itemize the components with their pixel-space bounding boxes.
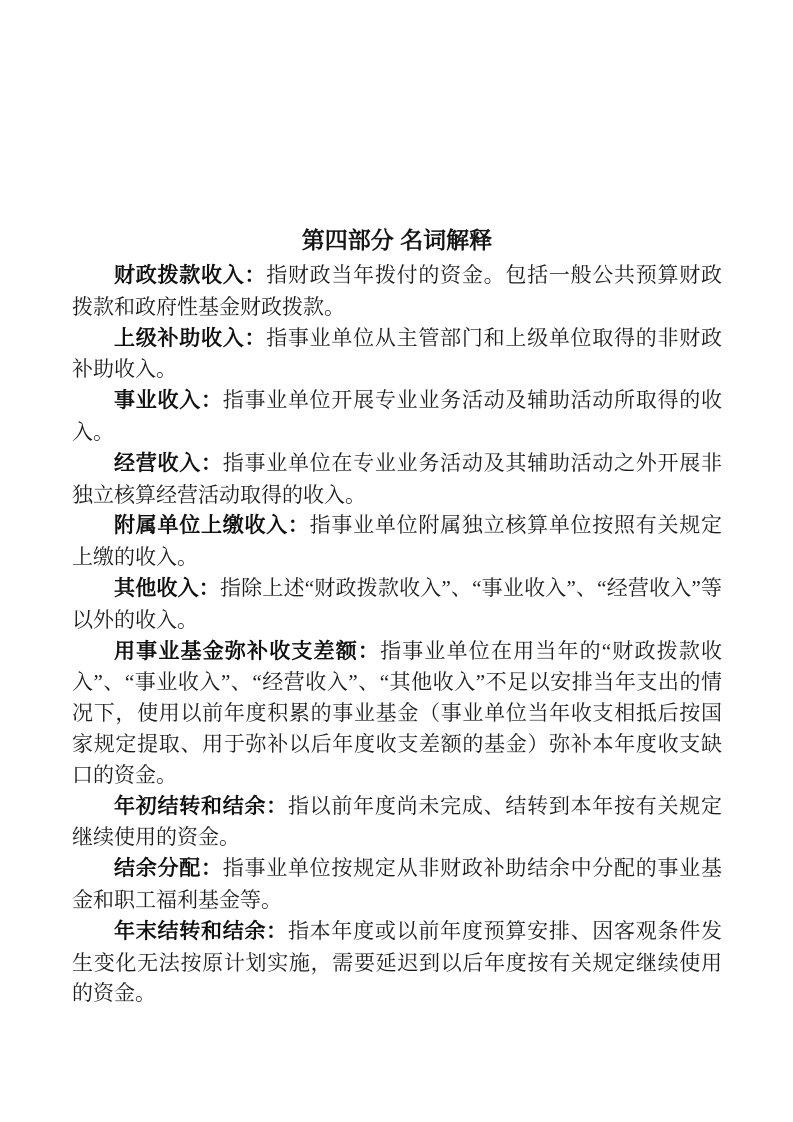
document-content bbox=[72, 224, 722, 1009]
term-definition: 指事业单位在用当年的“财政拨款收入”、“事业收入”、“经营收入”、“其他收入”不足以安排当年支出的情况下，使用以前年度积累的事业基金（事业单位当年收支相抵后按国家规定提取、用于弥补以后年度收支差额的基金）弥补本年度收支缺口的资金。 bbox=[72, 638, 722, 787]
glossary-paragraph bbox=[72, 323, 722, 386]
glossary-paragraph bbox=[72, 636, 722, 791]
term-definition: 指事业单位从主管部门和上级单位取得的非财政补助收入。 bbox=[72, 325, 723, 382]
term-definition: 指以前年度尚未完成、结转到本年按有关规定继续使用的资金。 bbox=[72, 793, 723, 850]
term-label: 经营收入： bbox=[114, 451, 223, 475]
term-label: 附属单位上缴收入： bbox=[114, 514, 310, 538]
glossary-paragraph bbox=[72, 510, 722, 573]
glossary-paragraph bbox=[72, 791, 722, 854]
term-label: 上级补助收入： bbox=[114, 326, 267, 350]
term-definition: 指事业单位开展专业业务活动及辅助活动所取得的收入。 bbox=[72, 388, 723, 444]
term-definition: 指事业单位在专业业务活动及其辅助活动之外开展非独立核算经营活动取得的收入。 bbox=[72, 450, 723, 507]
term-definition: 指本年度或以前年度预算安排、因客观条件发生变化无法按原计划实施，需要延迟到以后年度按有关规定继续使用的资金。 bbox=[72, 918, 723, 1006]
page-title: 第四部分 名词解释 bbox=[301, 227, 493, 253]
term-label: 财政拨款收入： bbox=[114, 264, 267, 287]
term-label: 结余分配： bbox=[114, 857, 223, 881]
glossary-paragraph bbox=[72, 853, 722, 916]
term-definition: 指事业单位附属独立核算单位按照有关规定上缴的收入。 bbox=[72, 513, 723, 570]
glossary-paragraph bbox=[72, 448, 722, 511]
glossary-paragraph bbox=[72, 573, 722, 636]
glossary-paragraph bbox=[72, 385, 722, 448]
glossary-paragraph bbox=[72, 916, 722, 1009]
term-label: 事业收入： bbox=[114, 389, 223, 413]
term-definition: 指除上述“财政拨款收入”、“事业收入”、“经营收入”等以外的收入。 bbox=[72, 575, 722, 632]
term-label: 用事业基金弥补收支差额： bbox=[114, 639, 381, 663]
term-label: 其他收入： bbox=[114, 576, 220, 600]
term-label: 年初结转和结余： bbox=[114, 794, 288, 818]
term-definition: 指财政当年拨付的资金。包括一般公共预算财政拨款和政府性基金财政拨款。 bbox=[72, 263, 723, 319]
term-definition: 指事业单位按规定从非财政补助结余中分配的事业基金和职工福利基金等。 bbox=[72, 856, 723, 912]
glossary-paragraph bbox=[72, 260, 722, 323]
term-label: 年末结转和结余： bbox=[114, 919, 288, 943]
